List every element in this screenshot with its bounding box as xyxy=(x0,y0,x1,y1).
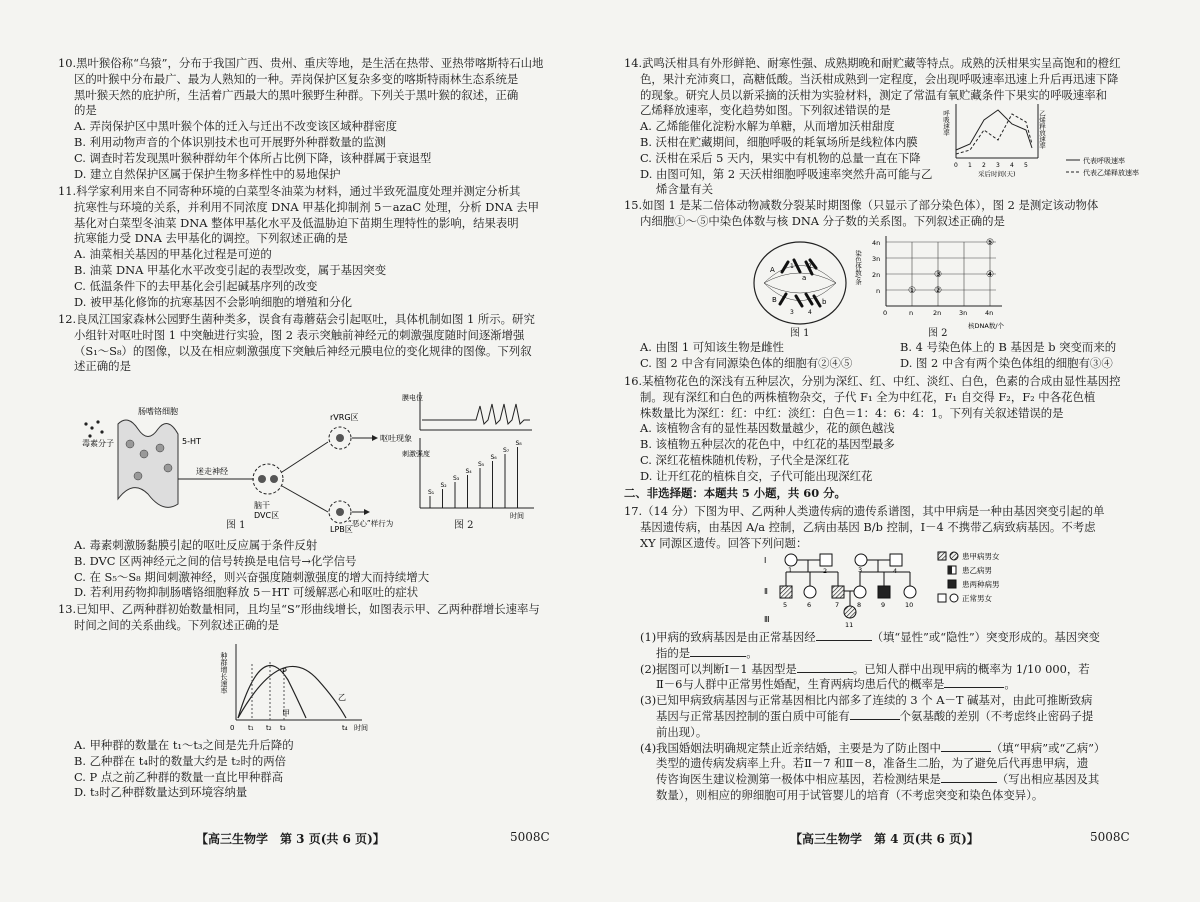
q16-line: 16.某植物花色的深浅有五种层次，分别为深红、红、中红、淡红、白色，色素的合成由显性基因控 xyxy=(624,374,1121,388)
q14-option-a: A. 乙烯能催化淀粉水解为单糖，从而增加沃柑甜度 xyxy=(640,119,895,134)
id-label: 1 xyxy=(788,566,793,574)
q10-option-b: B. 利用动物声音的个体识别技术也可开展野外种群数量的监测 xyxy=(74,134,386,149)
q15-option-d: D. 图 2 中含有两个染色体组的细胞有③④ xyxy=(900,355,1113,370)
tick-y: n xyxy=(876,287,881,295)
ethylene-curve xyxy=(956,114,1032,154)
tick-x: 5 xyxy=(1024,162,1028,169)
q17-sub-line xyxy=(624,709,1194,725)
individual-ii5 xyxy=(780,586,792,598)
q16-option-c: C. 深红花植株随机传粉，子代全是深红花 xyxy=(640,452,850,467)
q17-line: 17.（14 分）下图为甲、乙两种人类遗传病的遗传系谱图，其中甲病是一种由基因突变引起的单 xyxy=(624,504,1105,518)
stimulus-label: S₅ xyxy=(478,461,485,468)
q17-sub-line: 前出现）。 xyxy=(656,724,708,739)
q15-figure-2 xyxy=(856,232,1016,332)
label-stimulus-strength: 刺激强度 xyxy=(402,450,430,458)
q16-line: 制。现有深红和白色的两株植物杂交，子代 F₁ 全为中红花，F₁ 自交得 F₂，F₂ 中各花色植 xyxy=(640,389,1096,404)
tick-t4: t₄ xyxy=(342,724,348,732)
q12-line: 小组针对呕吐时图 1 中突触进行实验，图 2 表示突触前神经元的刺激强度随时间逐渐增强 xyxy=(74,327,525,342)
chromosome-number: 4 xyxy=(808,309,812,316)
label-brainstem: 脑干 xyxy=(254,501,270,510)
answer-blank[interactable] xyxy=(816,640,872,641)
page-3 xyxy=(0,0,596,902)
label-5ht: 5-HT xyxy=(182,437,201,446)
q12-caption-1: 图 1 xyxy=(226,520,246,531)
pedigree-lines xyxy=(786,560,910,606)
q11-line: 基化对白菜型冬油菜 DNA 整体甲基化水平及低温胁迫下苗期生理特性的影响，结果表明 xyxy=(74,215,519,230)
q14-option-d-cont: 烯含量有关 xyxy=(656,182,713,197)
stimulus-label: S₇ xyxy=(503,447,510,454)
stimulus-label: S₈ xyxy=(515,440,522,447)
q10-option-d: D. 建立自然保护区属于保护生物多样性中的易地保护 xyxy=(74,166,341,181)
q12-option-d: D. 若利用药物抑制肠嗜铬细胞释放 5－HT 可缓解恶心和呕吐的症状 xyxy=(74,585,419,600)
answer-blank[interactable] xyxy=(941,782,997,783)
q16-option-d: D. 让开红花的植株自交，子代可能出现深红花 xyxy=(640,468,873,483)
q15-line: 内细胞①～⑤中染色体数与核 DNA 分子数的关系图。下列叙述正确的是 xyxy=(640,213,1005,228)
individual-ii6 xyxy=(804,586,816,598)
q17-sub-line xyxy=(624,772,1194,788)
q14-line: 色，果汁充沛爽口，高糖低酸。当沃柑成熟到一定程度，会出现呼吸速率迅速上升后再迅速下降 xyxy=(640,71,1119,86)
legend-normal-male xyxy=(938,594,946,602)
stimulus-label: S₂ xyxy=(440,482,447,489)
tick-x: 0 xyxy=(954,162,958,169)
q12-line: 述正确的是 xyxy=(74,359,131,374)
respiration-curve xyxy=(956,110,1032,150)
tick-t3: t₃ xyxy=(280,724,286,732)
generation-i: Ⅰ xyxy=(764,556,767,565)
q11-option-d: D. 被甲基化修饰的抗寒基因不会影响细胞的增殖和分化 xyxy=(74,294,352,309)
path-to-lpb xyxy=(282,486,328,512)
q17-text: 传咨询医生建议检测第一极体中相应基因，若检测结果是 xyxy=(656,772,941,787)
q17-line: XY 同源区遗传。回答下列问题： xyxy=(640,535,808,550)
label-respiration-rate: 呼吸速率 xyxy=(942,110,950,136)
q17-text: 。 xyxy=(1004,677,1016,692)
label-p: P xyxy=(282,667,287,676)
id-label: 11 xyxy=(845,621,854,629)
individual-iii11 xyxy=(844,606,856,618)
answer-blank[interactable] xyxy=(797,672,853,673)
q12-options xyxy=(58,538,588,601)
individual-ii7 xyxy=(832,586,844,598)
gene-a: A xyxy=(770,266,775,274)
q15-line: 15.如图 1 是某二倍体动物减数分裂某时期图像（只显示了部分染色体），图 2 是测定该动物体 xyxy=(624,198,1099,212)
q13-line: 13.已知甲、乙两种群初始数量相同，且均呈“S”形曲线增长，如图表示甲、乙两种群增长速率与 xyxy=(58,602,540,616)
rvrg-neuron xyxy=(336,434,344,442)
label-chromosome-count: 染色体数/条 xyxy=(854,250,862,285)
generation-iii: Ⅲ xyxy=(764,615,770,624)
q17-text: (2)据图可以判断Ⅰ－1 基因型是 xyxy=(640,661,797,676)
q17-sub-line: 类型的遗传病发病率上升。若Ⅱ－7 和Ⅱ－8，准备生二胎，为了避免后代再患甲病，遗 xyxy=(656,756,1089,771)
stimulus-label: S₁ xyxy=(428,489,435,496)
q15-option-c: C. 图 2 中含有同源染色体的细胞有②④⑤ xyxy=(640,355,853,370)
legend-normal-female xyxy=(950,594,958,602)
point-2: ② xyxy=(934,286,943,296)
q14-line: 乙烯释放速率，变化趋势如图。下列叙述错误的是 xyxy=(640,103,891,118)
label-yi: 乙 xyxy=(338,693,346,702)
stimulus-label: S₃ xyxy=(453,475,460,482)
legend-yi-fill xyxy=(948,566,952,574)
q14-option-b: B. 沃柑在贮藏期间，细胞呼吸的耗氧场所是线粒体内膜 xyxy=(640,134,918,149)
legend-jia-female xyxy=(950,552,958,560)
page-4 xyxy=(604,0,1200,902)
stimulus-label: S₆ xyxy=(490,454,497,461)
q17-sub-line xyxy=(624,741,1194,757)
question-15 xyxy=(624,198,1194,230)
q16-option-b: B. 该植物五种层次的花色中，中红花的基因型最多 xyxy=(640,437,895,452)
q13-option-b: B. 乙种群在 t₄时的数量大约是 t₂时的两倍 xyxy=(74,753,287,768)
label-growth-rate: 种群增长速率 xyxy=(220,652,228,694)
q10-option-c: C. 调查时若发现黑叶猴种群幼年个体所占比例下降，该种群属于衰退型 xyxy=(74,150,432,165)
label-lpb: LPB区 xyxy=(330,525,353,534)
chromosome-number: 1 xyxy=(790,263,794,270)
answer-blank[interactable] xyxy=(944,687,1004,688)
q10-line: 的是 xyxy=(74,103,97,118)
section-2-heading: 二、非选择题：本题共 5 小题，共 60 分。 xyxy=(624,486,846,500)
legend-jia-male xyxy=(938,552,946,560)
id-label: 10 xyxy=(905,601,914,609)
id-label: 8 xyxy=(857,601,862,609)
tick-t2: t₂ xyxy=(266,724,272,732)
chromosome-number: 2 xyxy=(808,263,812,270)
tick-x: 4 xyxy=(1010,162,1014,169)
tick-y: 2n xyxy=(872,271,881,279)
tick-x: 3 xyxy=(996,162,1000,169)
label-vomiting: 呕吐现象 xyxy=(380,434,412,443)
legend-text: 患两种病男 xyxy=(962,580,1000,589)
individual-i4 xyxy=(890,554,902,566)
gene-b-lower: b xyxy=(822,298,827,306)
lpb-neuron xyxy=(336,508,344,516)
q10-line: 黑叶猴天然的庇护所，生活着广西最大的黑叶猴野生种群。下列关于黑叶猴的叙述，正确 xyxy=(74,87,519,102)
page-3-footer: 【高三生物学 第 3 页(共 6 页)】 xyxy=(196,832,385,846)
point-1: ① xyxy=(908,286,917,296)
q17-line: 基因遗传病，由基因 A/a 控制，乙病由基因 B/b 控制，Ⅰ－4 不携带乙病致病基因。不考虑 xyxy=(640,519,1096,534)
individual-i2 xyxy=(820,554,832,566)
q12-option-c: C. 在 S₅～S₈ 期间刺激神经，则兴奋强度随刺激强度的增大而持续增大 xyxy=(74,569,430,584)
legend-text: 患乙病男 xyxy=(962,566,992,575)
legend-ethylene: 代表乙烯释放速率 xyxy=(1083,169,1139,177)
cell-membrane xyxy=(754,242,846,324)
id-label: 9 xyxy=(881,601,886,609)
legend-respiration: 代表呼吸速率 xyxy=(1083,157,1125,165)
q17-text: （填“显性”或“隐性”）突变形成的。基因突变 xyxy=(871,630,1100,644)
label-rvrg: rVRG区 xyxy=(330,413,359,422)
path-to-rvrg xyxy=(282,442,328,472)
id-label: 6 xyxy=(807,601,812,609)
dvc-neuron xyxy=(270,475,278,483)
q15-caption-1: 图 1 xyxy=(790,328,810,339)
question-10 xyxy=(58,56,588,182)
chromosome-number: 3 xyxy=(790,309,794,316)
individual-ii9 xyxy=(878,586,890,598)
q14-line: 的现象。研究人员以新采摘的沃柑为实验材料，测定了常温有氧贮藏条件下果实的呼吸速率和 xyxy=(640,87,1108,102)
individual-ii10 xyxy=(904,586,916,598)
q12-figure-2 xyxy=(400,386,540,520)
individual-i1 xyxy=(785,554,797,566)
q17-text: 基因与正常基因控制的蛋白质中可能有 xyxy=(656,708,850,723)
q15-option-a: A. 由图 1 可知该生物是雌性 xyxy=(640,340,784,354)
q12-option-b: B. DVC 区两神经元之间的信号转换是电信号→化学信号 xyxy=(74,553,357,568)
answer-blank[interactable] xyxy=(690,656,746,657)
q11-line: 11.科学家利用来自不同寄种环境的白菜型冬油菜为材料，通过半致死温度处理并测定分析其 xyxy=(58,184,521,198)
q15-caption-2: 图 2 xyxy=(928,328,948,339)
q11-line: 抗寒能力受 DNA 去甲基化的调控。下列叙述正确的是 xyxy=(74,231,348,246)
point-3: ③ xyxy=(934,270,943,280)
label-nausea: “恶心”样行为 xyxy=(348,519,394,528)
q15-figure-1 xyxy=(750,238,850,328)
chromosomes xyxy=(780,260,820,306)
q12-line: （S₁～S₈）的图像，以及在相应刺激强度下突触后神经元膜电位的变化规律的图像。下列叙 xyxy=(74,343,532,358)
arrowhead xyxy=(372,435,378,441)
label-jia: 甲 xyxy=(282,709,290,718)
tick-x: 3n xyxy=(959,309,968,317)
question-17 xyxy=(624,504,1194,551)
label-days-after-harvest: 采后时间(天) xyxy=(978,170,1016,178)
label-vagus-nerve: 迷走神经 xyxy=(196,467,228,476)
membrane-potential-trace xyxy=(422,404,530,424)
page-3-code: 5008C xyxy=(510,830,550,844)
gene-b: B xyxy=(772,296,777,304)
id-label: 5 xyxy=(783,601,788,609)
q15-options xyxy=(624,340,1194,372)
pedigree-chart xyxy=(760,550,1060,630)
q16-option-a: A. 该植物含有的显性基因数量越少，花的颜色越浅 xyxy=(640,421,895,436)
q10-line: 区的叶猴中分布最广、最为人熟知的一种。弄岗保护区复杂多变的喀斯特雨林生态系统是 xyxy=(74,71,519,86)
arrowhead xyxy=(364,509,370,515)
q13-option-c: C. P 点之前乙种群的数量一直比甲种群高 xyxy=(74,769,284,784)
q13-option-a: A. 甲种群的数量在 t₁～t₃之间是先升后降的 xyxy=(74,738,294,752)
q17-sub-line: (3)已知甲病致病基因与正常基因相比内部多了连续的 3 个 A－T 碱基对，由此可推断致病 xyxy=(640,693,1093,708)
q17-text: 个氨基酸的差别（不考虑终止密码子提 xyxy=(899,708,1094,723)
tick-x: 2n xyxy=(933,309,942,317)
individual-ii8 xyxy=(854,586,866,598)
answer-blank[interactable] xyxy=(850,719,900,720)
q17-sub-line: 数量），则相应的卵细胞可用于试管婴儿的培育（不考虑突变和染色体变异）。 xyxy=(656,787,1044,802)
q17-subquestions xyxy=(624,630,1194,804)
q17-text: (1)甲病的致病基因是由正常基因经 xyxy=(640,630,816,644)
page-4-code: 5008C xyxy=(1090,830,1130,844)
tick-x: 0 xyxy=(883,309,888,317)
label-dna-count: 核DNA数/个 xyxy=(968,322,1005,330)
label-time: 时间 xyxy=(354,724,368,732)
q17-text: 。已知人群中出现甲病的概率为 1/10 000，若 xyxy=(852,661,1090,676)
question-16 xyxy=(624,374,1194,485)
point-4: ④ xyxy=(986,270,995,280)
id-label: 7 xyxy=(835,601,840,609)
q10-option-a: A. 弄岗保护区中黑叶猴个体的迁入与迁出不改变该区域种群密度 xyxy=(74,119,398,134)
question-11 xyxy=(58,184,588,310)
q11-option-b: B. 油菜 DNA 甲基化水平改变引起的表型改变，属于基因突变 xyxy=(74,262,387,277)
legend-text: 患甲病男女 xyxy=(962,552,1000,561)
answer-blank[interactable] xyxy=(941,751,991,752)
q17-sub-line xyxy=(624,662,1194,678)
id-label: 3 xyxy=(858,566,863,574)
curve-yi xyxy=(238,666,346,718)
tick-y: 4n xyxy=(872,239,881,247)
q17-sub-line xyxy=(624,677,1194,693)
q12-figure-1 xyxy=(78,384,412,534)
q12-caption-2: 图 2 xyxy=(454,520,474,531)
question-12 xyxy=(58,312,588,375)
q14-line: 14.武鸣沃柑具有外形鲜艳、耐寒性强、成熟期晚和耐贮藏等特点。成熟的沃柑果实呈高饱和的橙红 xyxy=(624,56,1121,70)
label-toxin: 毒素分子 xyxy=(82,439,114,448)
q15-option-row xyxy=(624,356,1194,372)
q15-option-row xyxy=(624,340,1194,356)
tick-y: 3n xyxy=(872,255,881,263)
label-origin: 0 xyxy=(230,724,235,732)
q13-options xyxy=(58,738,588,801)
dvc-region xyxy=(253,464,283,494)
label-dvc: DVC区 xyxy=(254,511,280,520)
label-enterochromaffin-cell: 肠嗜铬细胞 xyxy=(138,407,178,416)
q16-line: 株数量比为深红：红：中红：淡红：白色＝1：4：6：4：1。下列有关叙述错误的是 xyxy=(640,405,1064,420)
dvc-neuron xyxy=(258,475,266,483)
label-time: 时间 xyxy=(510,512,524,520)
tick-t1: t₁ xyxy=(248,724,254,732)
q17-text: (4)我国婚姻法明确规定禁止近亲结婚，主要是为了防止图中 xyxy=(640,740,941,755)
q15-option-b: B. 4 号染色体上的 B 基因是 b 突变而来的 xyxy=(900,340,1117,354)
q13-line: 时间之间的关系曲线。下列叙述正确的是 xyxy=(74,617,280,632)
q14-option-c: C. 沃柑在采后 5 天内，果实中有机物的总量一直在下降 xyxy=(640,150,921,165)
question-13 xyxy=(58,602,588,634)
id-label: 4 xyxy=(893,567,898,575)
point-5: ⑤ xyxy=(986,238,995,248)
label-membrane-potential: 膜电位 xyxy=(402,394,423,402)
q13-option-d: D. t₃时乙种群数量达到环境容纳量 xyxy=(74,785,248,800)
intestinal-villi xyxy=(118,420,178,507)
q17-sub-line xyxy=(624,630,1194,646)
id-label: 2 xyxy=(823,567,828,575)
tick-x: 4n xyxy=(985,309,994,317)
q17-text: （填“甲病”或“乙病”） xyxy=(990,740,1106,755)
q10-line: 10.黑叶猴俗称“乌猿”，分布于我国广西、贵州、重庆等地，是生活在热带、亚热带喀斯特石山地 xyxy=(58,56,544,70)
tick-x: n xyxy=(909,309,914,317)
q11-option-a: A. 油菜相关基因的甲基化过程是可逆的 xyxy=(74,247,272,262)
legend-both-male xyxy=(948,580,956,588)
q14-option-d: D. 由图可知，第 2 天沃柑细胞呼吸速率突然升高可能与乙 xyxy=(640,166,933,181)
curve-jia xyxy=(238,666,306,718)
tick-x: 1 xyxy=(968,162,972,169)
gene-a-lower: a xyxy=(802,274,807,282)
q14-figure xyxy=(942,100,1182,192)
q12-line: 12.良凤江国家森林公园野生菌种类多，误食有毒蘑菇会引起呕吐，具体机制如图 1 所示。研究 xyxy=(58,312,535,326)
page-4-footer: 【高三生物学 第 4 页(共 6 页)】 xyxy=(790,832,979,846)
q11-option-c: C. 低温条件下的去甲基化会引起碱基序列的改变 xyxy=(74,278,318,293)
q17-sub-line xyxy=(624,646,1194,662)
toxin-dots xyxy=(84,420,103,437)
q17-text: 指的是 xyxy=(656,645,691,660)
stimulus-label: S₄ xyxy=(465,468,472,475)
stimulus-bars xyxy=(428,440,522,508)
legend-text: 正常男女 xyxy=(962,594,992,603)
q11-line: 抗寒性与环境的关系，并利用不同浓度 DNA 甲基化抑制剂 5－azaC 处理，分析 DNA 去甲 xyxy=(74,199,540,214)
label-ethylene-rate: 乙烯释放速率 xyxy=(1038,110,1046,149)
q17-text: 。 xyxy=(746,645,758,660)
tick-x: 2 xyxy=(982,162,986,169)
q12-option-a: A. 毒素刺激肠黏膜引起的呕吐反应属于条件反射 xyxy=(74,538,318,552)
q17-text: （写出相应基因及其 xyxy=(996,772,1100,787)
q17-text: Ⅱ－6与人群中正常男性婚配，生育两病均患后代的概率是 xyxy=(656,677,945,692)
q13-figure xyxy=(222,640,382,736)
generation-ii: Ⅱ xyxy=(764,587,768,596)
individual-i3 xyxy=(855,554,867,566)
